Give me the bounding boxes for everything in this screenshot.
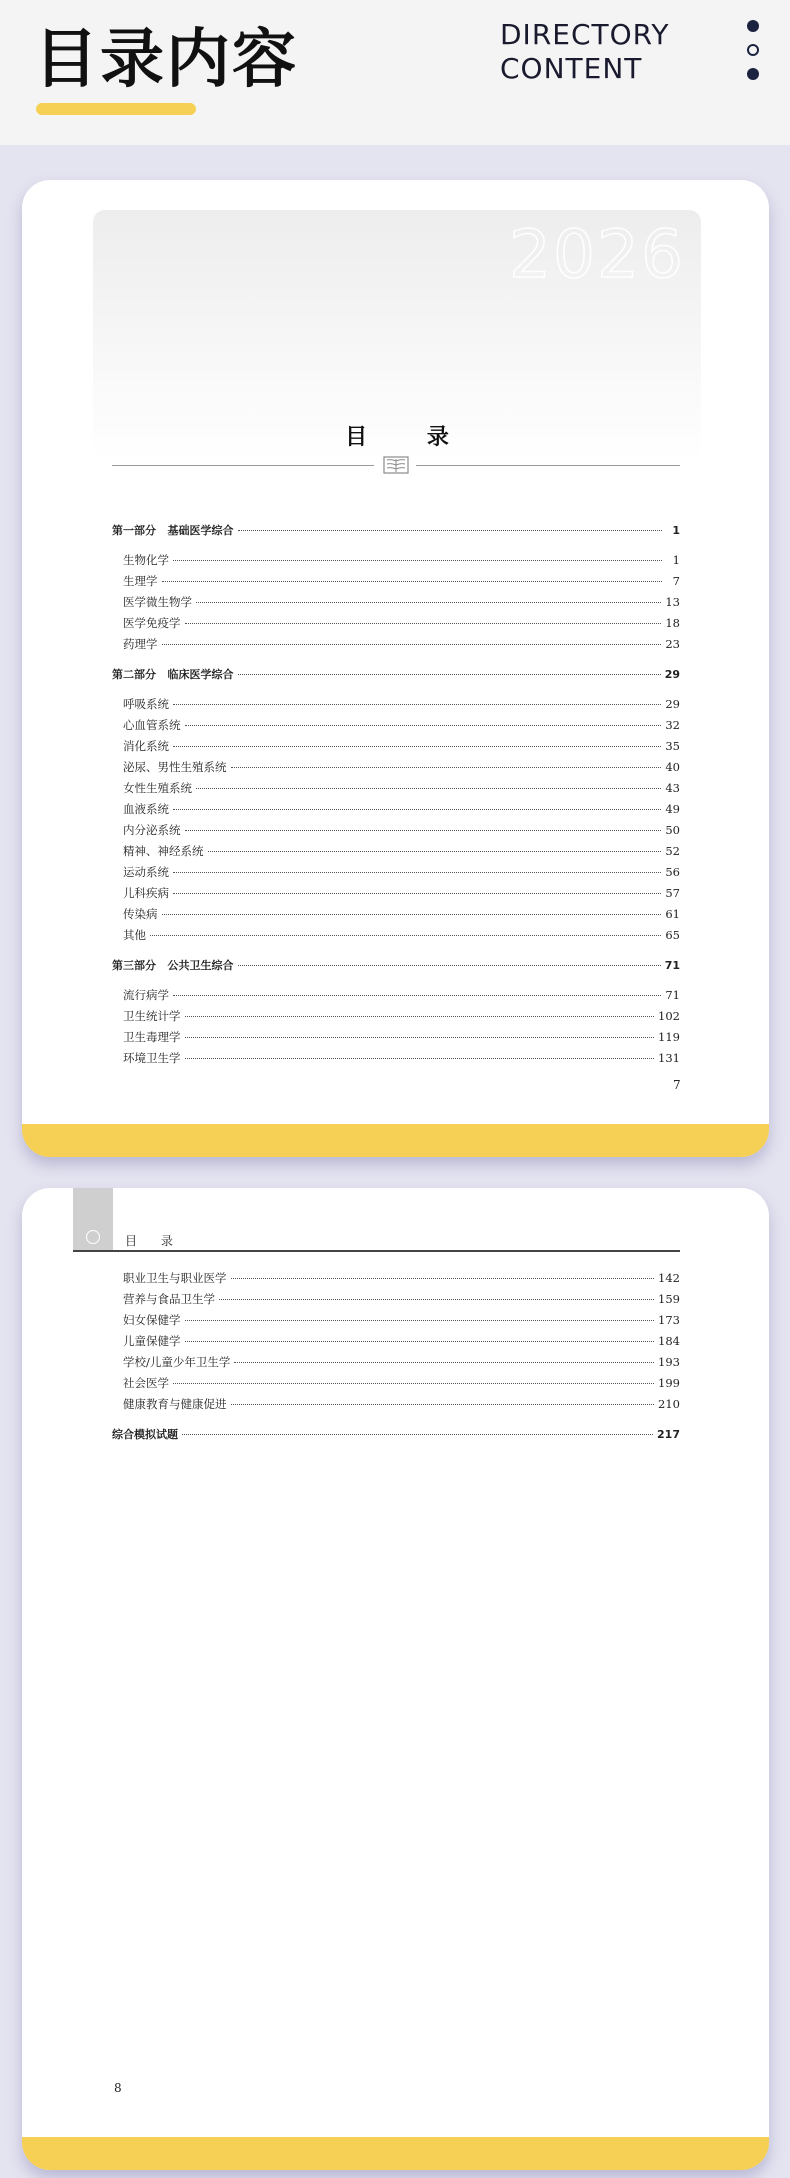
dot-leader	[173, 995, 661, 996]
toc-entry	[112, 738, 680, 759]
toc-part-heading	[112, 957, 680, 978]
toc-entry	[112, 843, 680, 864]
toc-entry-page: 142	[658, 1271, 680, 1285]
toc-list-page-2	[112, 1270, 680, 1456]
toc-entry-page: 52	[665, 844, 680, 858]
toc-entry-label: 消化系统	[123, 739, 169, 753]
toc-entry-label: 流行病学	[123, 988, 169, 1002]
toc-entry-label: 其他	[123, 928, 146, 942]
toc-entry	[112, 552, 680, 573]
page-number: 7	[673, 1078, 681, 1092]
running-head: 目 录	[125, 1234, 183, 1248]
toc-part-heading	[112, 522, 680, 543]
toc-entry-label: 传染病	[123, 907, 158, 921]
toc-entry	[112, 1354, 680, 1375]
toc-entry	[112, 1029, 680, 1050]
toc-entry	[112, 885, 680, 906]
toc-entry-page: 61	[665, 907, 680, 921]
toc-entry	[112, 1375, 680, 1396]
toc-entry	[112, 1050, 680, 1071]
indicator-dot-filled	[747, 20, 759, 32]
dot-leader	[173, 809, 661, 810]
dot-leader	[185, 830, 662, 831]
toc-entry-page: 13	[665, 595, 680, 609]
toc-entry	[112, 1396, 680, 1417]
toc-entry-label: 卫生统计学	[123, 1009, 181, 1023]
indicator-dot-filled	[747, 68, 759, 80]
dot-leader	[196, 602, 661, 603]
toc-entry-label: 妇女保健学	[123, 1313, 181, 1327]
open-book-icon	[383, 456, 409, 474]
toc-entry-label: 血液系统	[123, 802, 169, 816]
toc-entry-label: 环境卫生学	[123, 1051, 181, 1065]
divider-line-left	[112, 465, 374, 466]
toc-entry-page: 217	[657, 1428, 680, 1441]
toc-entry-page: 29	[664, 668, 680, 681]
toc-entry	[112, 801, 680, 822]
toc-entry-page: 102	[658, 1009, 680, 1023]
running-head-rule	[73, 1250, 680, 1252]
toc-entry-label: 心血管系统	[123, 718, 181, 732]
dot-leader	[238, 530, 663, 531]
toc-entry-page: 199	[658, 1376, 680, 1390]
toc-page-card-1	[22, 180, 769, 1157]
toc-entry-page: 57	[665, 886, 680, 900]
toc-entry-page: 119	[658, 1030, 680, 1044]
toc-entry	[112, 987, 680, 1008]
toc-entry-page: 210	[658, 1397, 680, 1411]
dot-leader	[234, 1362, 654, 1363]
toc-entry-page: 65	[665, 928, 680, 942]
toc-entry-page: 23	[665, 637, 680, 651]
toc-entry-label: 运动系统	[123, 865, 169, 879]
toc-entry	[112, 1312, 680, 1333]
dot-leader	[185, 725, 662, 726]
toc-entry-page: 1	[672, 524, 680, 537]
toc-entry	[112, 594, 680, 615]
dot-leader	[150, 935, 661, 936]
card-bottom-band	[22, 2137, 769, 2170]
dot-leader	[173, 1383, 654, 1384]
toc-entry-page: 43	[665, 781, 680, 795]
dot-leader	[231, 767, 662, 768]
toc-entry-label: 儿科疾病	[123, 886, 169, 900]
header-accent-bar	[36, 103, 196, 115]
dot-leader	[185, 1341, 655, 1342]
toc-entry	[112, 717, 680, 738]
toc-entry-page: 184	[658, 1334, 680, 1348]
dot-leader	[231, 1278, 655, 1279]
header-english-line-1: DIRECTORY	[500, 18, 670, 51]
dot-leader	[162, 914, 662, 915]
header-title: 目录内容	[34, 23, 298, 97]
toc-entry-label: 第一部分 基础医学综合	[112, 524, 234, 537]
year-watermark: 2026	[509, 216, 685, 293]
toc-entry-label: 第二部分 临床医学综合	[112, 668, 234, 681]
dot-leader	[185, 1016, 655, 1017]
toc-entry-label: 医学微生物学	[123, 595, 192, 609]
toc-entry	[112, 1291, 680, 1312]
dot-leader	[238, 965, 661, 966]
publisher-logo-icon	[86, 1230, 100, 1244]
toc-entry-label: 健康教育与健康促进	[123, 1397, 227, 1411]
dot-leader	[182, 1434, 653, 1435]
dot-leader	[173, 893, 661, 894]
card-bottom-band	[22, 1124, 769, 1157]
toc-entry-page: 173	[658, 1313, 680, 1327]
toc-entry-label: 精神、神经系统	[123, 844, 204, 858]
toc-entry-label: 社会医学	[123, 1376, 169, 1390]
toc-entry-page: 18	[665, 616, 680, 630]
toc-entry-label: 综合模拟试题	[112, 1428, 178, 1441]
dot-leader	[196, 788, 661, 789]
toc-list-page-1	[112, 513, 680, 1071]
toc-entry	[112, 864, 680, 885]
toc-entry-page: 71	[664, 959, 680, 972]
header-english-title	[500, 18, 669, 86]
toc-entry	[112, 615, 680, 636]
page-number: 8	[114, 2081, 122, 2095]
toc-entry	[112, 759, 680, 780]
toc-entry	[112, 822, 680, 843]
toc-entry	[112, 780, 680, 801]
toc-entry-page: 40	[665, 760, 680, 774]
toc-entry-label: 儿童保健学	[123, 1334, 181, 1348]
toc-entry-page: 32	[665, 718, 680, 732]
toc-entry-page: 56	[665, 865, 680, 879]
page-tab	[73, 1188, 113, 1251]
page-header	[0, 0, 790, 145]
toc-entry-page: 29	[665, 697, 680, 711]
toc-entry-label: 医学免疫学	[123, 616, 181, 630]
toc-entry-label: 学校/儿童少年卫生学	[123, 1355, 231, 1369]
dot-leader	[185, 1320, 655, 1321]
toc-part-heading	[112, 666, 680, 687]
dot-leader	[185, 623, 662, 624]
toc-entry-label: 卫生毒理学	[123, 1030, 181, 1044]
toc-entry-label: 营养与食品卫生学	[123, 1292, 215, 1306]
toc-entry	[112, 906, 680, 927]
dot-leader	[185, 1037, 655, 1038]
toc-entry-label: 呼吸系统	[123, 697, 169, 711]
toc-entry-label: 内分泌系统	[123, 823, 181, 837]
toc-entry-page: 193	[658, 1355, 680, 1369]
toc-page-card-2	[22, 1188, 769, 2170]
dot-leader	[162, 644, 662, 645]
toc-title: 目 录	[345, 425, 475, 450]
toc-entry-label: 生物化学	[123, 553, 169, 567]
toc-entry-page: 49	[665, 802, 680, 816]
toc-entry	[112, 1008, 680, 1029]
toc-entry-label: 生理学	[123, 574, 158, 588]
toc-entry-page: 159	[658, 1292, 680, 1306]
title-panel	[93, 210, 701, 460]
toc-entry-page: 35	[665, 739, 680, 753]
indicator-dot-hollow	[747, 44, 759, 56]
toc-entry-label: 药理学	[123, 637, 158, 651]
toc-entry-page: 7	[672, 574, 680, 588]
dot-leader	[173, 746, 661, 747]
dot-leader	[238, 674, 661, 675]
toc-entry	[112, 1333, 680, 1354]
toc-entry	[112, 696, 680, 717]
toc-entry	[112, 1270, 680, 1291]
toc-entry-page: 71	[665, 988, 680, 1002]
toc-entry-label: 女性生殖系统	[123, 781, 192, 795]
toc-entry-label: 职业卫生与职业医学	[123, 1271, 227, 1285]
dot-leader	[185, 1058, 655, 1059]
dot-leader	[173, 560, 662, 561]
divider-line-right	[416, 465, 680, 466]
toc-entry	[112, 927, 680, 948]
toc-part-heading	[112, 1426, 680, 1447]
toc-entry-label: 泌尿、男性生殖系统	[123, 760, 227, 774]
dot-leader	[231, 1404, 655, 1405]
toc-entry-page: 50	[665, 823, 680, 837]
dot-leader	[208, 851, 662, 852]
toc-entry-page: 131	[658, 1051, 680, 1065]
toc-entry	[112, 573, 680, 594]
page-indicator-dots	[747, 20, 759, 92]
dot-leader	[162, 581, 663, 582]
header-english-line-2: CONTENT	[500, 52, 643, 85]
toc-entry-page: 1	[672, 553, 680, 567]
toc-entry-label: 第三部分 公共卫生综合	[112, 959, 234, 972]
toc-entry	[112, 636, 680, 657]
dot-leader	[173, 872, 661, 873]
dot-leader	[173, 704, 661, 705]
dot-leader	[219, 1299, 654, 1300]
